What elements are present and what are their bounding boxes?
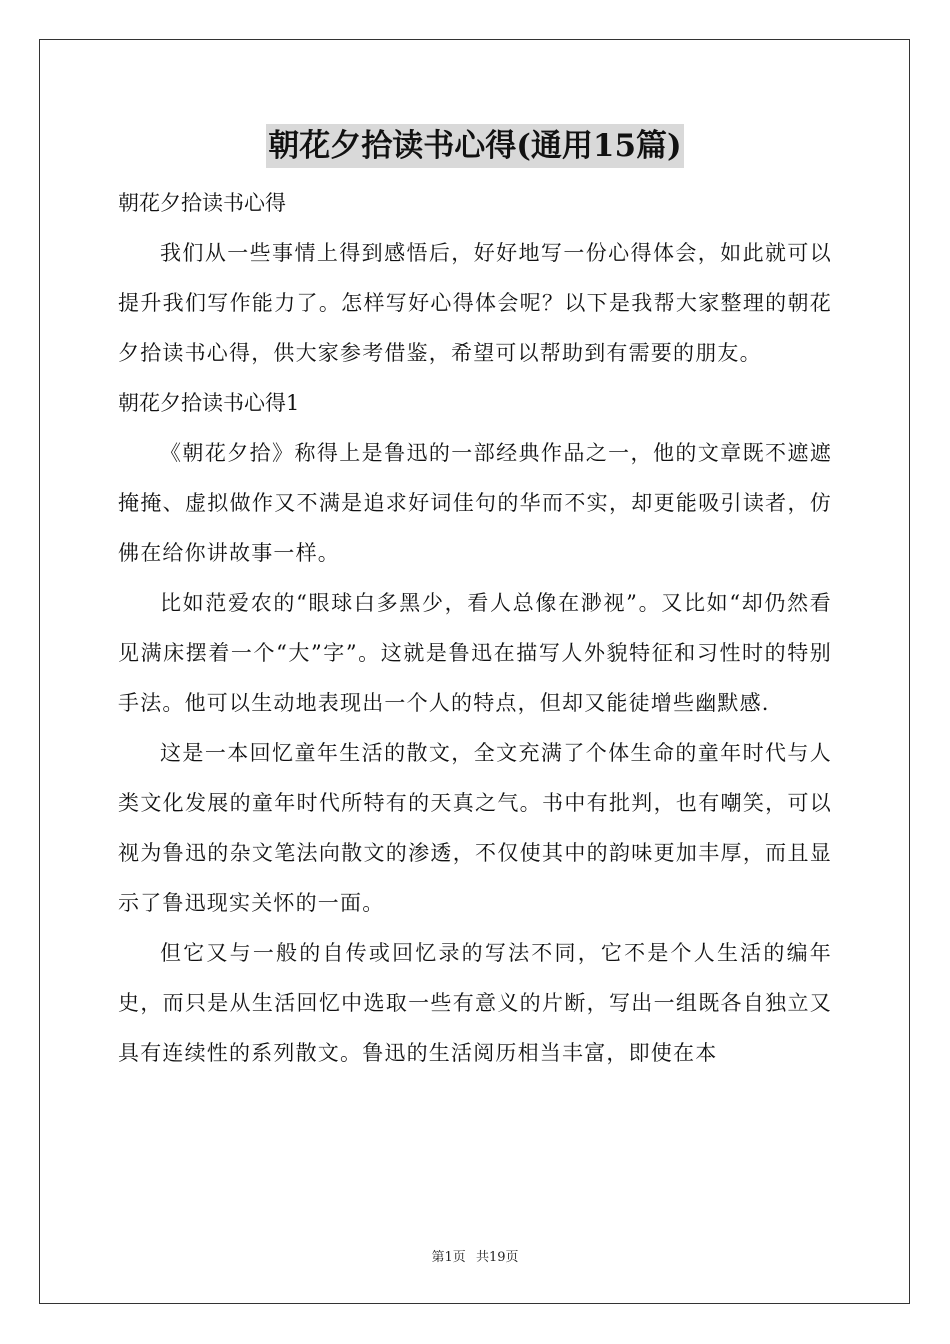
page-footer (0, 1246, 950, 1265)
document-body (118, 124, 832, 1078)
intro-paragraph: 我们从一些事情上得到感悟后，好好地写一份心得体会，如此就可以提升我们写作能力了。怎样写好心得体会呢？以下是我帮大家整理的朝花夕拾读书心得，供大家参考借鉴，希望可以帮助到有需要的朋友。 (118, 241, 832, 365)
paragraph: 但它又与一般的自传或回忆录的写法不同，它不是个人生活的编年史，而只是从生活回忆中选取一些有意义的片断，写出一组既各自独立又具有连续性的系列散文。鲁迅的生活阅历相当丰富，即使在本 (118, 941, 832, 1065)
paragraph: 这是一本回忆童年生活的散文，全文充满了个体生命的童年时代与人类文化发展的童年时代所特有的天真之气。书中有批判，也有嘲笑，可以视为鲁迅的杂文笔法向散文的渗透，不仅使其中的韵味更加丰厚，而且显示了鲁迅现实关怀的一面。 (118, 741, 832, 915)
document-title: 朝花夕拾读书心得(通用15篇) (266, 124, 683, 168)
paragraph: 《朝花夕拾》称得上是鲁迅的一部经典作品之一，他的文章既不遮遮掩掩、虚拟做作又不满是追求好词佳句的华而不实，却更能吸引读者，仿佛在给你讲故事一样。 (118, 441, 832, 565)
paragraph: 比如范爱农的“眼球白多黑少，看人总像在渺视”。又比如“却仍然看见满床摆着一个“大”字”。这就是鲁迅在描写人外貌特征和习性时的特别手法。他可以生动地表现出一个人的特点，但却又能徒增些幽默感. (118, 591, 832, 715)
document-subtitle: 朝花夕拾读书心得 (118, 191, 286, 215)
page-number: 第1页 (431, 1250, 466, 1265)
section-heading: 朝花夕拾读书心得1 (118, 391, 300, 415)
title-wrap (118, 124, 832, 170)
page-total: 共19页 (475, 1250, 519, 1265)
